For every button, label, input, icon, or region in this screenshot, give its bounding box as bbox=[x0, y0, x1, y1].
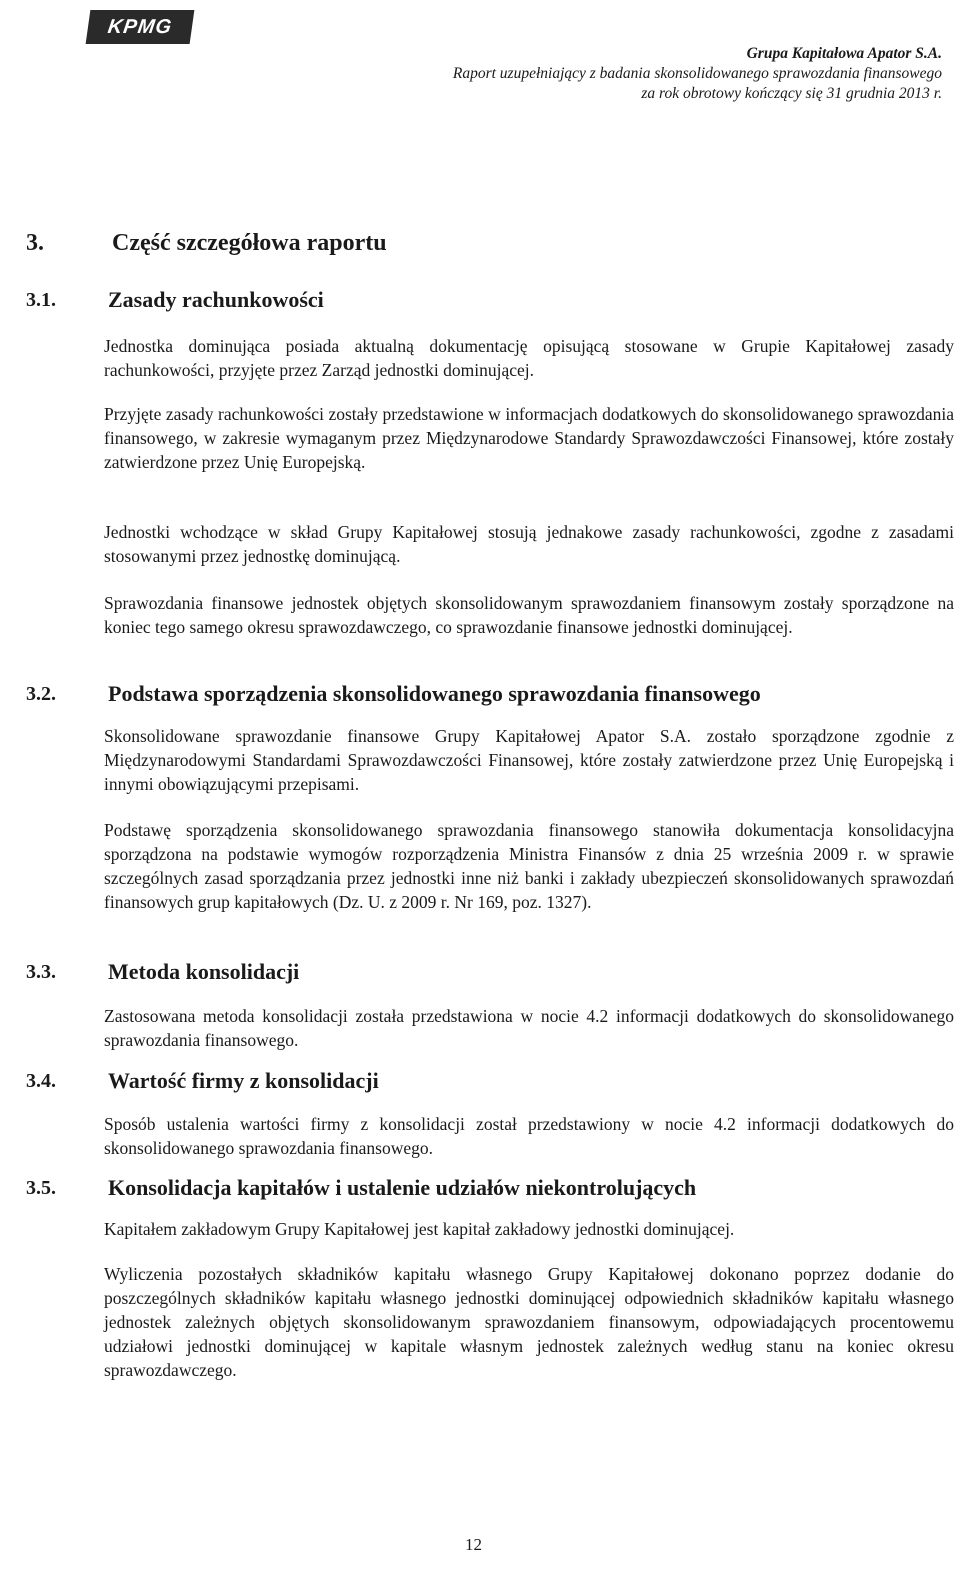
paragraph: Przyjęte zasady rachunkowości zostały przedstawione w informacjach dodatkowych do skonsolidowanego sprawozdania finansowego, w zakresie wymaganym przez Międzynarodowe Standardy Sprawozdawczości Finansowej, które zostały zatwierdzone przez Unię Europejską. bbox=[104, 404, 954, 472]
page-number: 12 bbox=[465, 1535, 482, 1554]
section-title: Zasady rachunkowości bbox=[108, 287, 324, 312]
paragraph: Kapitałem zakładowym Grupy Kapitałowej jest kapitał zakładowy jednostki dominującej. bbox=[104, 1219, 735, 1239]
section-number: 3.3. bbox=[26, 961, 56, 983]
page-header bbox=[302, 44, 942, 104]
chapter-number: 3. bbox=[26, 230, 44, 256]
section-title: Konsolidacja kapitałów i ustalenie udziałów niekontrolujących bbox=[108, 1175, 697, 1200]
section-title: Metoda konsolidacji bbox=[108, 959, 300, 984]
paragraph: Sposób ustalenia wartości firmy z konsolidacji został przedstawiony w nocie 4.2 informacji dodatkowych do skonsolidowanego sprawozdania finansowego. bbox=[104, 1114, 954, 1158]
section-title: Wartość firmy z konsolidacji bbox=[108, 1068, 379, 1093]
paragraph: Jednostki wchodzące w skład Grupy Kapitałowej stosują jednakowe zasady rachunkowości, zgodne z zasadami stosowanymi przez jednostkę dominującą. bbox=[104, 522, 954, 566]
paragraph: Wyliczenia pozostałych składników kapitału własnego Grupy Kapitałowej dokonano poprzez dodanie do poszczególnych składników kapitału własnego jednostki dominującej odpowiednich składników kapitału własnego jednostek zależnych objętych skonsolidowanym sprawozdaniem finansowym, odpowiadających procentowemu udziałowi jednostki dominującej w kapitale własnym jednostek zależnych według stanu na koniec okresu sprawozdawczego. bbox=[104, 1264, 954, 1380]
header-report-line1: Raport uzupełniający z badania skonsolidowanego sprawozdania finansowego bbox=[452, 65, 942, 82]
paragraph: Podstawę sporządzenia skonsolidowanego sprawozdania finansowego stanowiła dokumentacja konsolidacyjna sporządzona na podstawie wymogów rozporządzenia Ministra Finansów z dnia 25 września 2009 r. w sprawie szczególnych zasad sporządzania przez jednostki inne niż banki i zakłady ubezpieczeń skonsolidowanych sprawozdań finansowych grup kapitałowych (Dz. U. z 2009 r. Nr 169, poz. 1327). bbox=[104, 820, 954, 912]
paragraph: Jednostka dominująca posiada aktualną dokumentację opisującą stosowane w Grupie Kapitałowej zasady rachunkowości, przyjęte przez Zarząd jednostki dominującej. bbox=[104, 336, 954, 380]
chapter-heading bbox=[26, 230, 387, 257]
section-number: 3.4. bbox=[26, 1070, 56, 1092]
section-number: 3.2. bbox=[26, 683, 56, 705]
chapter-title: Część szczegółowa raportu bbox=[112, 230, 387, 256]
header-company: Grupa Kapitałowa Apator S.A. bbox=[746, 45, 942, 62]
paragraph: Skonsolidowane sprawozdanie finansowe Grupy Kapitałowej Apator S.A. zostało sporządzone zgodnie z Międzynarodowymi Standardami Sprawozdawczości Finansowej, które zostały zatwierdzone przez Unię Europejską i innymi obowiązującymi przepisami. bbox=[104, 726, 954, 794]
paragraph: Sprawozdania finansowe jednostek objętych skonsolidowanym sprawozdaniem finansowym zostały sporządzone na koniec tego samego okresu sprawozdawczego, co sprawozdanie finansowe jednostki dominującej. bbox=[104, 593, 954, 637]
section-number: 3.1. bbox=[26, 289, 56, 311]
section-number: 3.5. bbox=[26, 1177, 56, 1199]
paragraph: Zastosowana metoda konsolidacji została przedstawiona w nocie 4.2 informacji dodatkowych do skonsolidowanego sprawozdania finansowego. bbox=[104, 1006, 954, 1050]
kpmg-logo: KPMG bbox=[86, 10, 195, 44]
section-title: Podstawa sporządzenia skonsolidowanego sprawozdania finansowego bbox=[108, 681, 761, 706]
header-report-line2: za rok obrotowy kończący się 31 grudnia 2013 r. bbox=[641, 85, 942, 102]
